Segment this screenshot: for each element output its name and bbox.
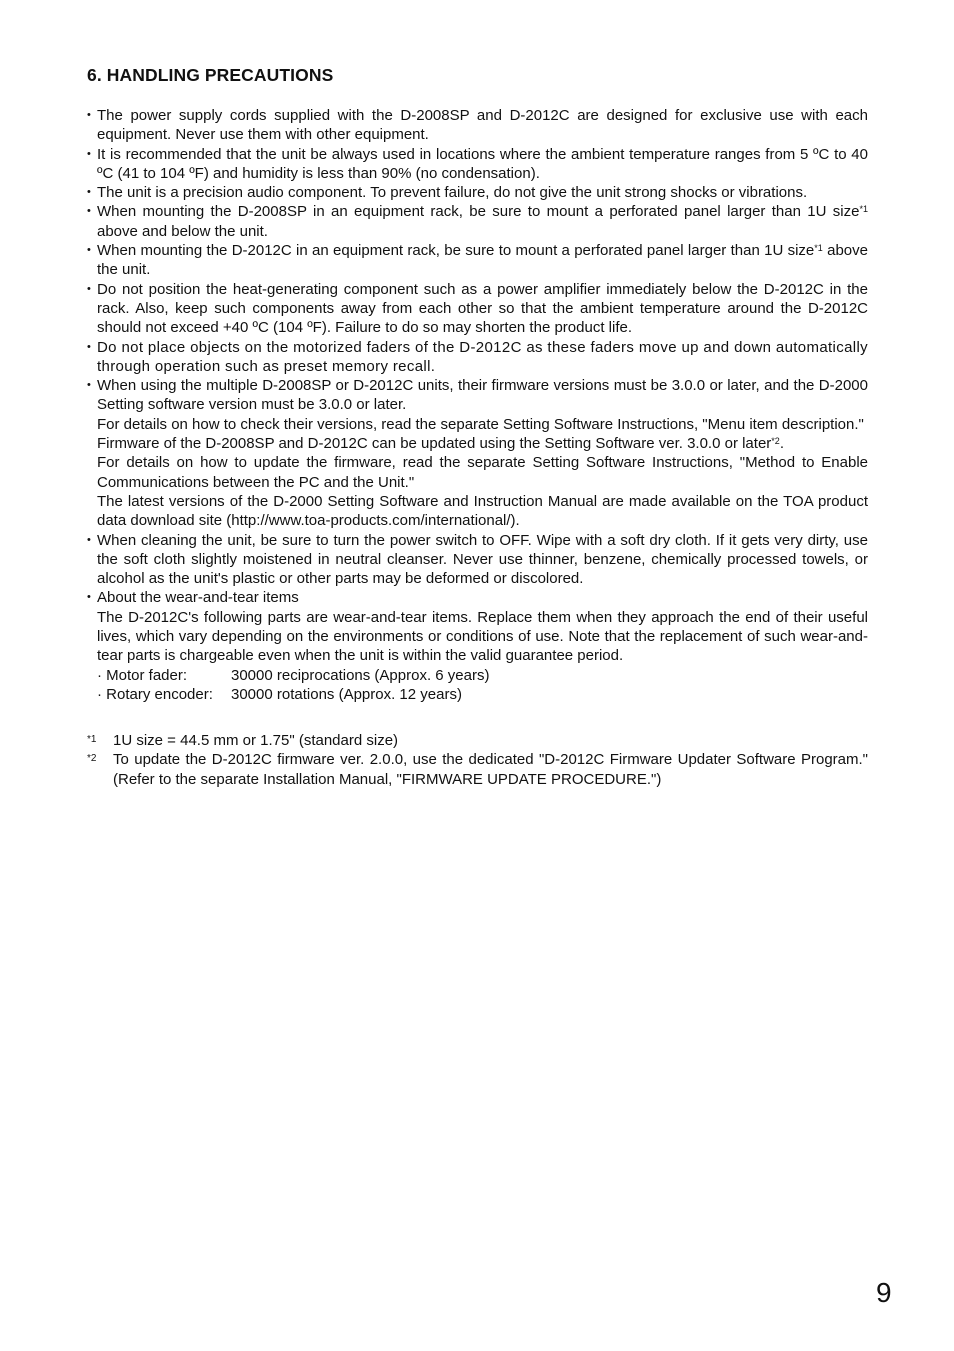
list-item (87, 145, 868, 184)
bullet-icon: • (87, 186, 91, 199)
item-paragraph: For details on how to update the firmware, read the separate Setting Software Instructions, "Method to Enable Communications between the PC and the Unit." (97, 454, 868, 491)
item-text: Do not place objects on the motorized faders of the D-2012C as these faders move up and down automatically through operation such as preset memory recall. (97, 338, 868, 375)
wear-item-name: · Rotary encoder: (97, 685, 213, 703)
wear-item-row (97, 685, 868, 704)
item-paragraph: The D-2012C's following parts are wear-and-tear items. Replace them when they approach the end of their useful lives, which vary depending on the environments or conditions of use. Note that the replacement of such wear-and-tear parts is chargeable even when the unit is within the valid guarantee period. (97, 608, 868, 665)
item-text: It is recommended that the unit be always used in locations where the ambient temperature ranges from 5 ºC to 40 ºC (41 to 104 ºF) and humidity is less than 90% (no condensation). (97, 145, 868, 182)
bullet-icon: • (87, 147, 91, 160)
bullet-icon: • (87, 379, 91, 392)
footnote-text: 1U size = 44.5 mm or 1.75" (standard size) (113, 732, 399, 749)
list-item (87, 338, 868, 377)
list-item (87, 106, 868, 145)
bullet-icon: • (87, 205, 91, 218)
item-text-part: Firmware of the D-2008SP and D-2012C can be updated using the Setting Software ver. 3.0.0 or later (97, 435, 772, 453)
footnote (87, 731, 868, 750)
footnotes (87, 731, 868, 789)
footnote-text: To update the D-2012C firmware ver. 2.0.0, use the dedicated "D-2012C Firmware Updater Software Program." (Refer to the separate Installation Manual, "FIRMWARE UPDATE PROCEDURE.") (113, 751, 868, 788)
wear-item-life: 30000 rotations (Approx. 12 years) (231, 685, 462, 703)
footnote-ref-2: *2 (771, 436, 780, 447)
bullet-icon: • (87, 109, 91, 121)
wear-item-life: 30000 reciprocations (Approx. 6 years) (231, 666, 490, 684)
page-number: 9 (876, 1277, 892, 1308)
footnote-mark: *2 (87, 753, 97, 765)
list-item (87, 531, 868, 589)
bullet-icon: • (87, 533, 91, 546)
item-text: The power supply cords supplied with the D-2008SP and D-2012C are designed for exclusive use with each equipment. Never use them with other equipment. (97, 107, 868, 144)
item-paragraph (97, 434, 868, 453)
list-item (87, 588, 868, 704)
bullet-icon: • (87, 282, 91, 295)
item-paragraph: For details on how to check their versions, read the separate Setting Software Instructions, "Menu item description." (97, 415, 864, 433)
item-text (97, 202, 868, 241)
item-paragraph: About the wear-and-tear items (97, 589, 299, 607)
list-item (87, 202, 868, 241)
bullet-icon: • (87, 340, 91, 353)
footnote-mark: *1 (87, 734, 97, 745)
footnote (87, 750, 868, 789)
item-text: The unit is a precision audio component. To prevent failure, do not give the unit strong shocks or vibrations. (97, 184, 808, 202)
wear-item-name: · Motor fader: (97, 666, 188, 684)
item-paragraph: The latest versions of the D-2000 Setting Software and Instruction Manual are made available on the TOA product data download site (http://www.toa-products.com/international/). (97, 492, 868, 530)
section-title: 6. HANDLING PRECAUTIONS (87, 65, 334, 85)
list-item (87, 376, 868, 530)
bullet-icon: • (87, 591, 91, 604)
item-text-part: above the unit. (97, 242, 868, 279)
precautions-list (87, 106, 868, 704)
item-text-part: above and below the unit. (97, 222, 268, 240)
item-text (97, 241, 868, 280)
item-text: Do not position the heat-generating component such as a power amplifier immediately below the D-2012C in the rack. Also, keep such components away from each other so that the ambient temperature around the D-2012C should not exceed +40 ºC (104 ºF). Failure to do so may shorten the product life. (97, 280, 868, 337)
footnote-ref-1: *1 (814, 243, 823, 254)
list-item (87, 241, 868, 280)
footnote-ref-1: *1 (859, 204, 868, 215)
list-item (87, 280, 868, 338)
item-text-part: When mounting the D-2008SP in an equipment rack, be sure to mount a perforated panel larger than 1U size (97, 203, 860, 221)
item-text-part: . (779, 435, 784, 453)
item-paragraph: When using the multiple D-2008SP or D-2012C units, their firmware versions must be 3.0.0 or later, and the D-2000 Setting software version must be 3.0.0 or later. (97, 377, 868, 414)
item-text: When cleaning the unit, be sure to turn the power switch to OFF. Wipe with a soft dry cloth. If it gets very dirty, use the soft cloth slightly moistened in neutral cleanser. Never use thinner, benzene, chemically processed towels, or alcohol as the unit's plastic or other parts may be deformed or discolored. (97, 531, 868, 588)
bullet-icon: • (87, 244, 91, 257)
list-item (87, 183, 868, 202)
wear-item-row (97, 666, 868, 685)
item-text-part: When mounting the D-2012C in an equipment rack, be sure to mount a perforated panel larger than 1U size (97, 242, 815, 260)
